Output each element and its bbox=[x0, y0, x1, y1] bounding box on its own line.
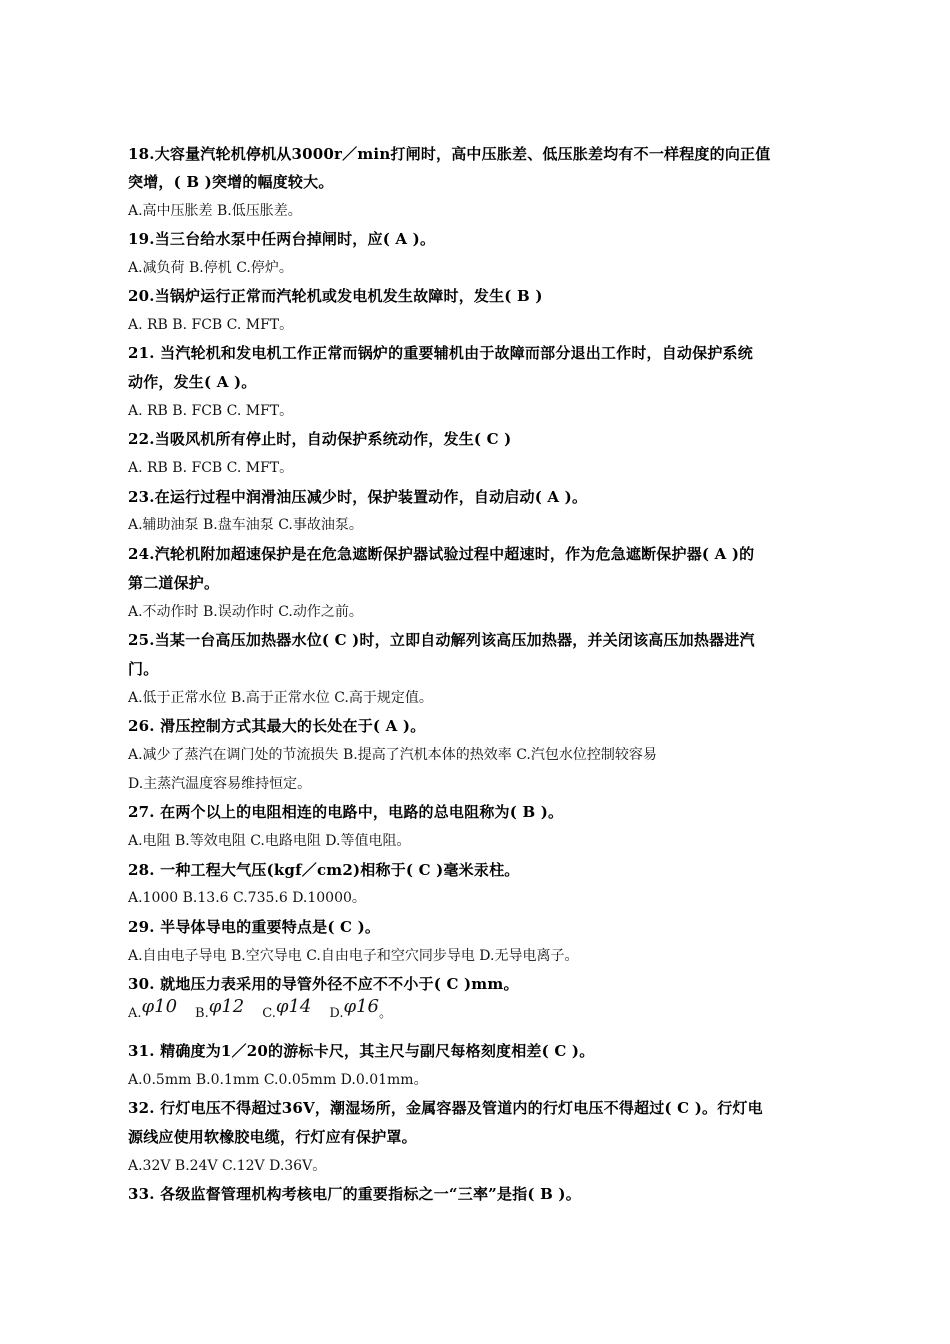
answer-options: A.32V B.24V C.12V D.36V。 bbox=[128, 1158, 327, 1174]
question-line: 32. 行灯电压不得超过36V，潮湿场所，金属容器及管道内的行灯电压不得超过( C )。行灯电 bbox=[128, 1099, 763, 1117]
answer-options: A. RB B. FCB C. MFT。 bbox=[128, 403, 294, 419]
phi-value: φ16 bbox=[343, 996, 379, 1017]
answer-options: A.自由电子导电 B.空穴导电 C.自由电子和空穴同步导电 D.无导电离子。 bbox=[128, 948, 579, 964]
question-line: 21. 当汽轮机和发电机工作正常而锅炉的重要辅机由于故障而部分退出工作时，自动保护系统 bbox=[128, 344, 753, 362]
question-line: 18.大容量汽轮机停机从3000r／min打闸时，高中压胀差、低压胀差均有不一样程度的向正值 bbox=[128, 145, 771, 163]
option-label: D. bbox=[329, 1006, 344, 1021]
question-30-options bbox=[128, 996, 393, 1022]
answer-options: A.0.5mm B.0.1mm C.0.05mm D.0.01mm。 bbox=[128, 1072, 428, 1088]
question-line: 第二道保护。 bbox=[128, 574, 220, 592]
answer-options: A. RB B. FCB C. MFT。 bbox=[128, 317, 294, 333]
question-line: 19.当三台给水泵中任两台掉闸时，应( A )。 bbox=[128, 230, 436, 248]
question-line: 29. 半导体导电的重要特点是( C )。 bbox=[128, 918, 381, 936]
phi-value: φ14 bbox=[275, 996, 312, 1017]
option-label: A. bbox=[128, 1006, 142, 1021]
answer-options: A. RB B. FCB C. MFT。 bbox=[128, 460, 294, 476]
phi-value: φ10 bbox=[141, 996, 178, 1017]
question-line: 22.当吸风机所有停止时，自动保护系统动作，发生( C ) bbox=[128, 430, 512, 448]
answer-options: A.减负荷 B.停机 C.停炉。 bbox=[128, 260, 293, 276]
question-line: 31. 精确度为1／20的游标卡尺，其主尺与副尺每格刻度相差( C )。 bbox=[128, 1042, 595, 1060]
question-line: 33. 各级监督管理机构考核电厂的重要指标之一“三率”是指( B )。 bbox=[128, 1185, 581, 1203]
answer-options: A.电阻 B.等效电阻 C.电路电阻 D.等值电阻。 bbox=[128, 833, 411, 849]
answer-options: A.辅助油泵 B.盘车油泵 C.事故油泵。 bbox=[128, 517, 363, 533]
question-line: 门。 bbox=[128, 660, 159, 678]
phi-value: φ12 bbox=[208, 996, 245, 1017]
question-line: 26. 滑压控制方式其最大的长处在于( A )。 bbox=[128, 717, 426, 735]
answer-options: A.高中压胀差 B.低压胀差。 bbox=[128, 203, 302, 219]
question-line: 24.汽轮机附加超速保护是在危急遮断保护器试验过程中超速时，作为危急遮断保护器( A )的 bbox=[128, 545, 755, 563]
question-line: 源线应使用软橡胶电缆，行灯应有保护罩。 bbox=[128, 1128, 417, 1146]
question-line: 28. 一种工程大气压(kgf／cm2)相称于( C )毫米汞柱。 bbox=[128, 861, 520, 879]
answer-options: A.1000 B.13.6 C.735.6 D.10000。 bbox=[128, 890, 366, 906]
question-line: 23.在运行过程中润滑油压减少时，保护装置动作，自动启动( A )。 bbox=[128, 488, 588, 506]
option-label: B. bbox=[195, 1006, 209, 1021]
answer-options: A.减少了蒸汽在调门处的节流损失 B.提高了汽机本体的热效率 C.汽包水位控制较容易 bbox=[128, 747, 657, 763]
question-line: 突增，( B )突增的幅度较大。 bbox=[128, 173, 334, 191]
option-label: 。 bbox=[379, 1006, 393, 1021]
question-line: 动作，发生( A )。 bbox=[128, 373, 257, 391]
question-line: 30. 就地压力表采用的导管外径不应不不小于( C )mm。 bbox=[128, 975, 519, 993]
question-line: 25.当某一台高压加热器水位( C )时，立即自动解列该高压加热器，并关闭该高压加热器进汽 bbox=[128, 631, 755, 649]
answer-options: A.低于正常水位 B.高于正常水位 C.高于规定值。 bbox=[128, 690, 433, 706]
option-label: C. bbox=[262, 1006, 276, 1021]
question-line: 27. 在两个以上的电阻相连的电路中，电路的总电阻称为( B )。 bbox=[128, 803, 564, 821]
answer-options: A.不动作时 B.误动作时 C.动作之前。 bbox=[128, 604, 363, 620]
answer-options: D.主蒸汽温度容易维持恒定。 bbox=[128, 776, 312, 792]
question-line: 20.当锅炉运行正常而汽轮机或发电机发生故障时，发生( B ) bbox=[128, 287, 543, 305]
